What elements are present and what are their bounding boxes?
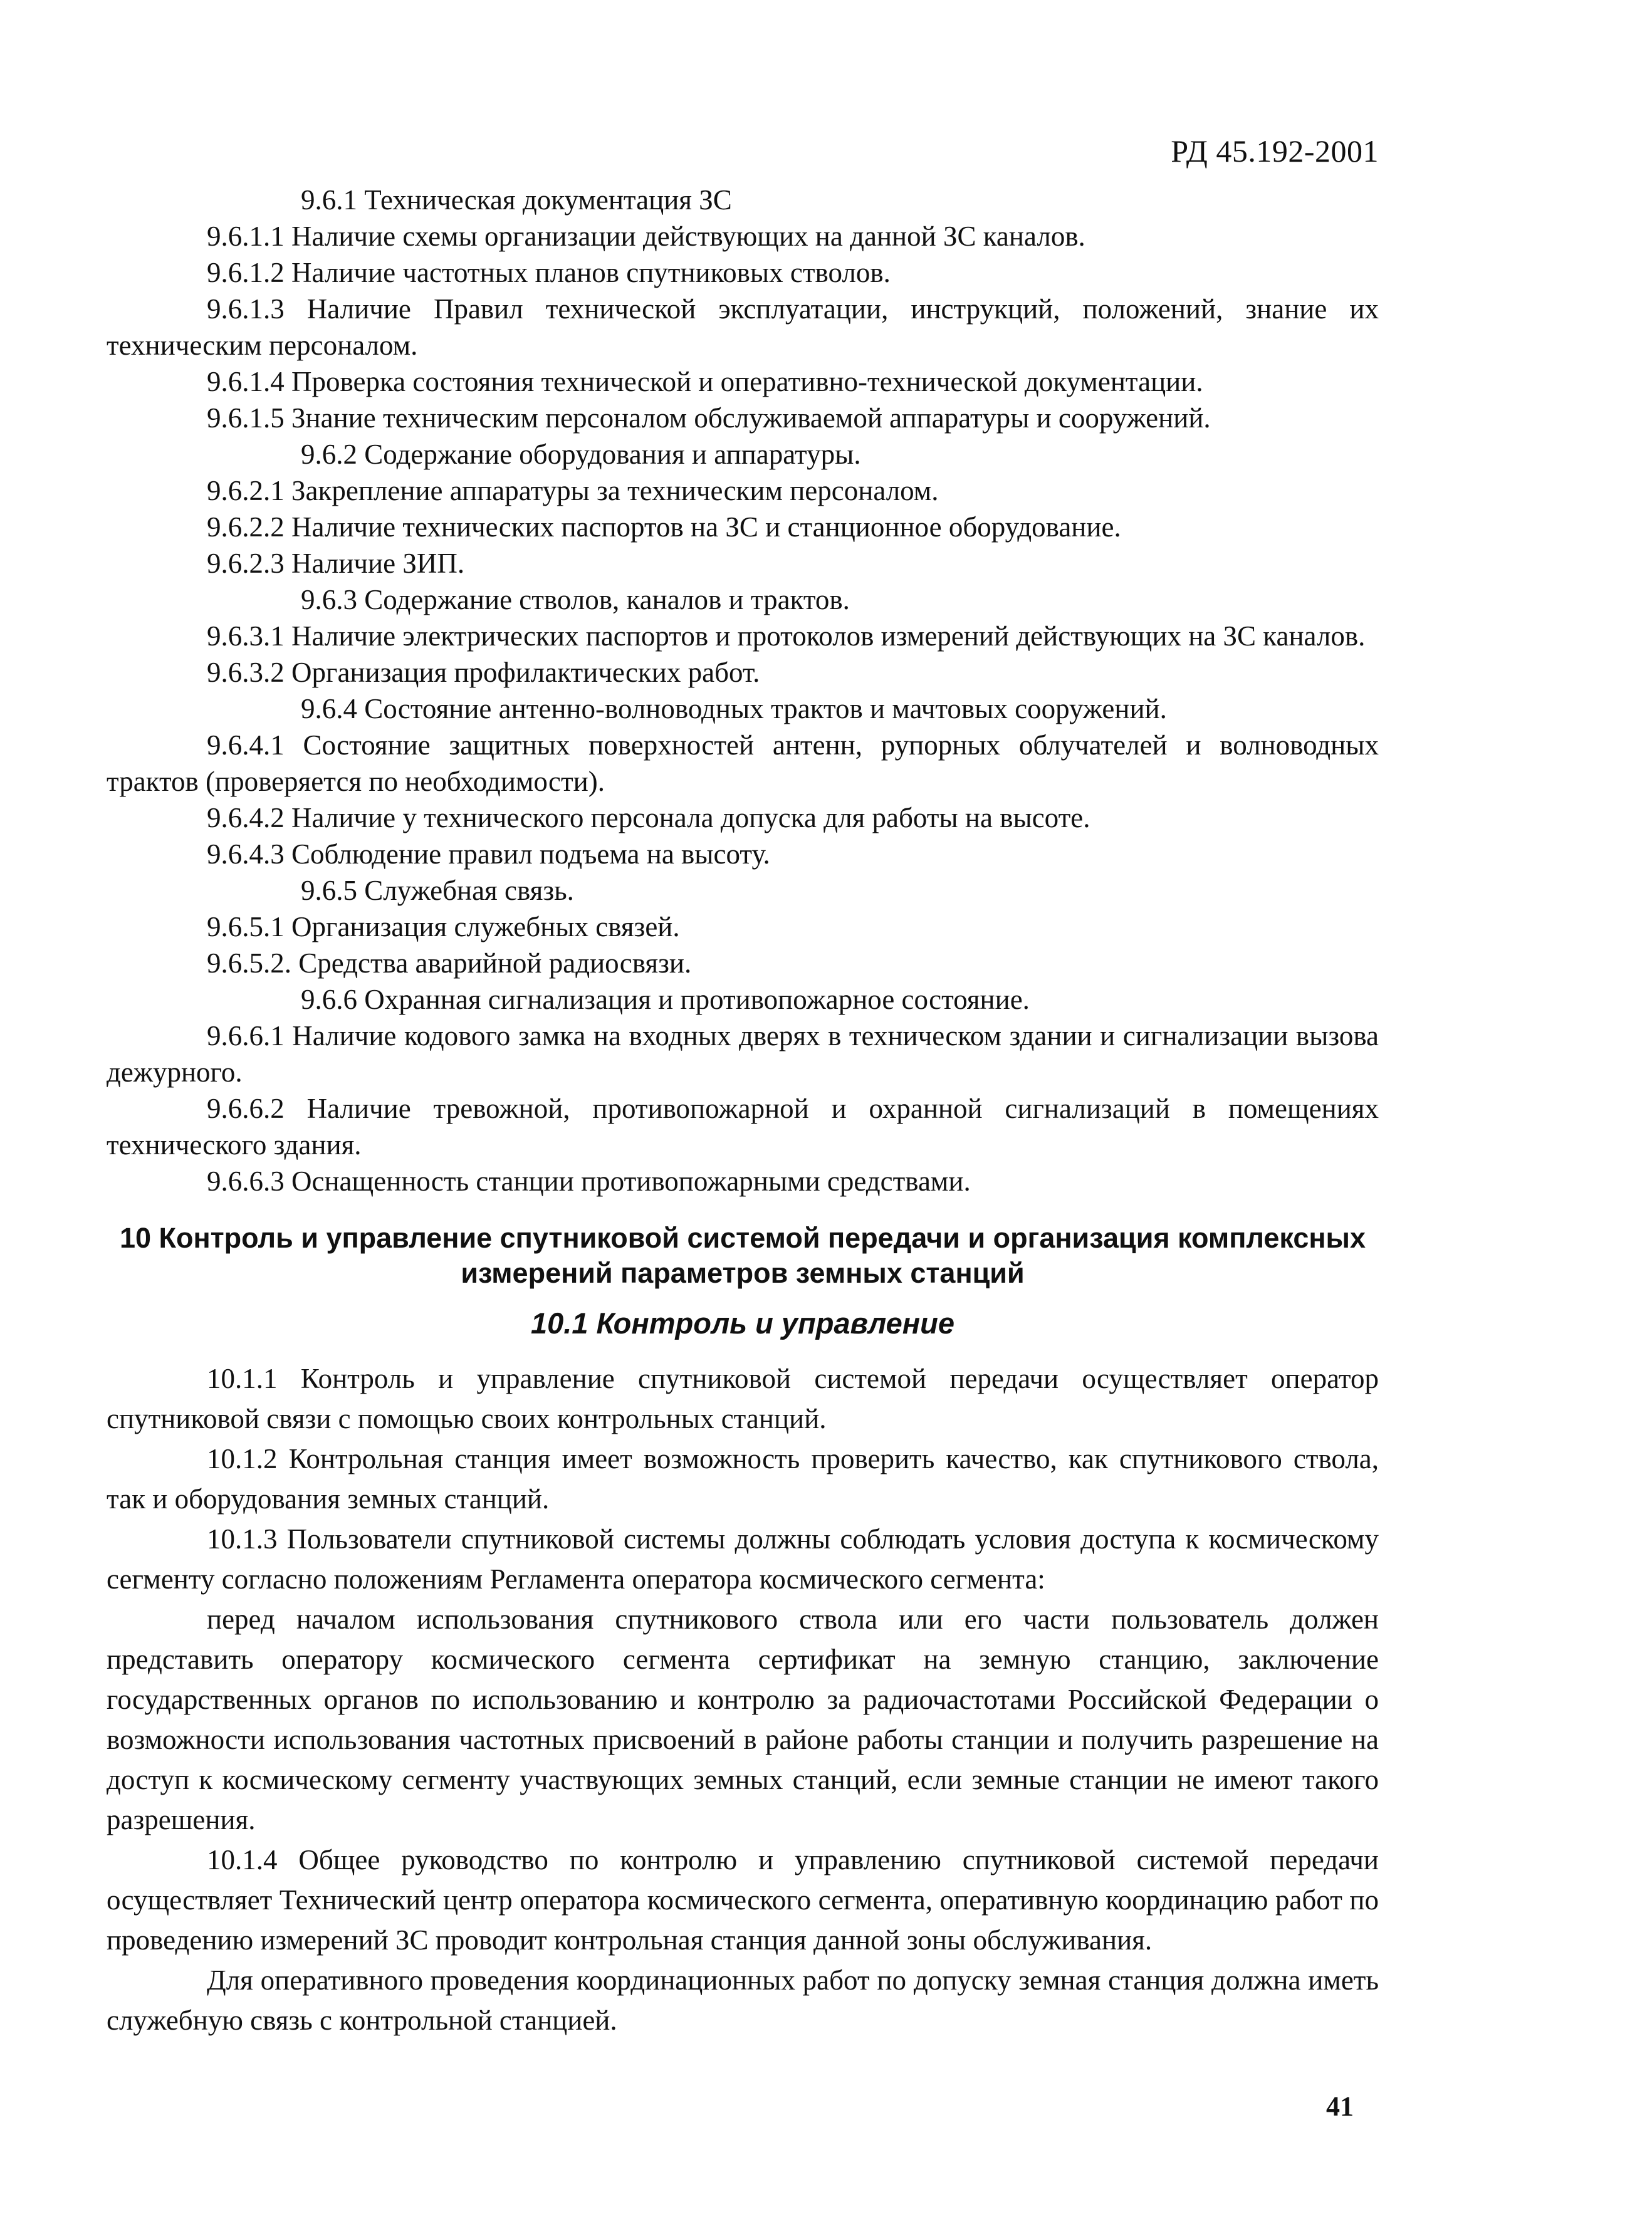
paragraph-9-6-2-3: 9.6.2.3 Наличие ЗИП. <box>207 548 465 579</box>
paragraph-9-6-1-5: 9.6.1.5 Знание техническим персоналом обслуживаемой аппаратуры и сооружений. <box>207 402 1211 434</box>
heading-9-6-2: 9.6.2 Содержание оборудования и аппаратуры. <box>301 439 861 470</box>
heading-9-6-6: 9.6.6 Охранная сигнализация и противопожарное состояние. <box>301 984 1030 1015</box>
paragraph-9-6-6-3: 9.6.6.3 Оснащенность станции противопожарными средствами. <box>207 1166 971 1197</box>
document-code: РД 45.192-2001 <box>1171 133 1379 169</box>
document-page <box>107 0 1379 2217</box>
paragraph-9-6-6-2: 9.6.6.2 Наличие тревожной, противопожарной и охранной сигнализаций в помещениях технического здания. <box>107 1093 1379 1161</box>
paragraph-9-6-1-3: 9.6.1.3 Наличие Правил технической эксплуатации, инструкций, положений, знание их техническим персоналом. <box>107 293 1379 361</box>
page-number: 41 <box>1326 2091 1354 2122</box>
heading-9-6-1: 9.6.1 Техническая документация ЗС <box>301 184 732 216</box>
paragraph-9-6-2-2: 9.6.2.2 Наличие технических паспортов на ЗС и станционное оборудование. <box>207 511 1121 543</box>
paragraph-9-6-4-2: 9.6.4.2 Наличие у технического персонала допуска для работы на высоте. <box>207 802 1090 833</box>
paragraph-access-conditions: перед началом использования спутникового ствола или его части пользователь должен представить оператору космического сегмента сертификат на земную станцию, заключение государственных органов по использованию и контролю за радиочастотами Российской Федерации о возможности использования частотных присвоений в районе работы станции и получить разрешение на доступ к космическому сегменту участвующих земных станций, если земные станции не имеют такого разрешения. <box>107 1604 1379 1835</box>
paragraph-9-6-4-3: 9.6.4.3 Соблюдение правил подъема на высоту. <box>207 838 770 870</box>
paragraph-9-6-4-1: 9.6.4.1 Состояние защитных поверхностей антенн, рупорных облучателей и волноводных трактов (проверяется по необходимости). <box>107 729 1379 797</box>
paragraph-10-1-3: 10.1.3 Пользователи спутниковой системы должны соблюдать условия доступа к космическому сегменту согласно положениям Регламента оператора космического сегмента: <box>107 1523 1379 1595</box>
heading-9-6-4: 9.6.4 Состояние антенно-волноводных трактов и мачтовых сооружений. <box>301 693 1167 724</box>
paragraph-10-1-2: 10.1.2 Контрольная станция имеет возможность проверить качество, как спутникового ствола, так и оборудования земных станций. <box>107 1443 1379 1515</box>
section-title: 10 Контроль и управление спутниковой системой передачи и организация комплексных измерений параметров земных станций <box>119 1222 1366 1289</box>
paragraph-service-link: Для оперативного проведения координационных работ по допуску земная станция должна иметь служебную связь с контрольной станцией. <box>107 1964 1379 2036</box>
paragraph-10-1-4: 10.1.4 Общее руководство по контролю и управлению спутниковой системой передачи осуществляет Технический центр оператора космического сегмента, оперативную координацию работ по проведению измерений ЗС проводит контрольная станция данной зоны обслуживания. <box>107 1844 1379 1956</box>
paragraph-list <box>107 182 1379 1199</box>
paragraph-9-6-1-4: 9.6.1.4 Проверка состояния технической и оперативно-технической документации. <box>207 366 1203 397</box>
paragraph-9-6-1-1: 9.6.1.1 Наличие схемы организации действующих на данной ЗС каналов. <box>207 221 1085 252</box>
heading-9-6-3: 9.6.3 Содержание стволов, каналов и трактов. <box>301 584 850 615</box>
paragraph-9-6-3-2: 9.6.3.2 Организация профилактических работ. <box>207 657 760 688</box>
paragraph-9-6-5-1: 9.6.5.1 Организация служебных связей. <box>207 911 680 942</box>
section-body <box>107 1359 1379 2040</box>
paragraph-9-6-2-1: 9.6.2.1 Закрепление аппаратуры за техническим персоналом. <box>207 475 939 506</box>
paragraph-10-1-1: 10.1.1 Контроль и управление спутниковой системой передачи осуществляет оператор спутниковой связи с помощью своих контрольных станций. <box>107 1363 1379 1434</box>
paragraph-9-6-1-2: 9.6.1.2 Наличие частотных планов спутниковых стволов. <box>207 257 891 288</box>
paragraph-9-6-5-2: 9.6.5.2. Средства аварийной радиосвязи. <box>207 947 692 979</box>
heading-9-6-5: 9.6.5 Служебная связь. <box>301 875 574 906</box>
paragraph-9-6-3-1: 9.6.3.1 Наличие электрических паспортов и протоколов измерений действующих на ЗС каналов. <box>207 620 1366 652</box>
document-content <box>107 182 1379 2040</box>
subsection-title: 10.1 Контроль и управление <box>531 1307 954 1340</box>
paragraph-9-6-6-1: 9.6.6.1 Наличие кодового замка на входных дверях в техническом здании и сигнализации вызова дежурного. <box>107 1020 1379 1088</box>
